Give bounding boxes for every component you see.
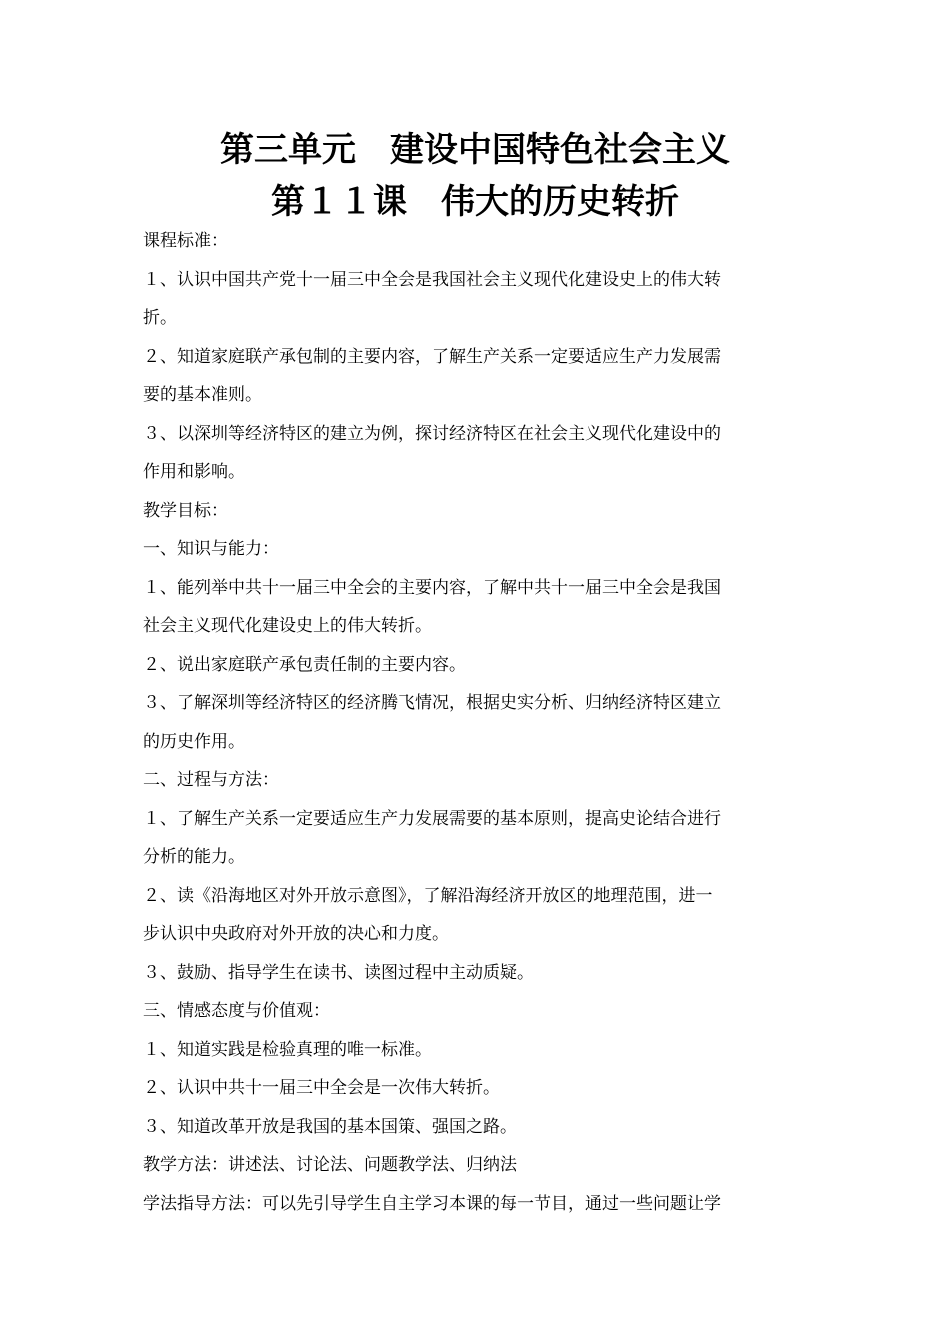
paragraph-line: 要的基本准则。 [143, 385, 262, 405]
subsection-heading-knowledge: 一、知识与能力： [143, 539, 279, 559]
unit-title: 第三单元 建设中国特色社会主义 [220, 130, 730, 170]
study-guidance-line: 学法指导方法：可以先引导学生自主学习本课的每一节目，通过一些问题让学 [143, 1193, 721, 1214]
paragraph-line: 折。 [143, 308, 177, 328]
paragraph-line: ３、以深圳等经济特区的建立为例，探讨经济特区在社会主义现代化建设中的 [143, 423, 721, 444]
paragraph-line: １、认识中国共产党十一届三中全会是我国社会主义现代化建设史上的伟大转 [143, 269, 721, 290]
subsection-heading-process: 二、过程与方法： [143, 770, 279, 790]
paragraph-line: 步认识中央政府对外开放的决心和力度。 [143, 924, 449, 944]
section-heading-teaching-goals: 教学目标： [143, 500, 228, 521]
paragraph-line: ３、了解深圳等经济特区的经济腾飞情况，根据史实分析、归纳经济特区建立 [143, 693, 721, 713]
paragraph-line: １、知道实践是检验真理的唯一标准。 [143, 1039, 432, 1060]
teaching-methods-line: 教学方法：讲述法、讨论法、问题教学法、归纳法 [143, 1155, 517, 1175]
document-body [143, 222, 808, 1223]
paragraph-line: 的历史作用。 [143, 731, 245, 752]
paragraph-line: ３、鼓励、指导学生在读书、读图过程中主动质疑。 [143, 962, 534, 983]
paragraph-line: ２、知道家庭联产承包制的主要内容，了解生产关系一定要适应生产力发展需 [143, 346, 721, 367]
lesson-title: 第１１课 伟大的历史转折 [271, 182, 679, 222]
paragraph-line: ２、说出家庭联产承包责任制的主要内容。 [143, 654, 466, 675]
section-heading-curriculum-standard: 课程标准： [143, 231, 228, 251]
paragraph-line: ２、认识中共十一届三中全会是一次伟大转折。 [143, 1078, 500, 1098]
paragraph-line: １、了解生产关系一定要适应生产力发展需要的基本原则，提高史论结合进行 [143, 808, 721, 829]
paragraph-line: ３、知道改革开放是我国的基本国策、强国之路。 [143, 1116, 517, 1137]
paragraph-line: １、能列举中共十一届三中全会的主要内容，了解中共十一届三中全会是我国 [143, 577, 721, 598]
paragraph-line: ２、读《沿海地区对外开放示意图》，了解沿海经济开放区的地理范围，进一 [143, 885, 713, 906]
subsection-heading-values: 三、情感态度与价值观： [143, 1001, 330, 1021]
paragraph-line: 作用和影响。 [143, 462, 245, 482]
paragraph-line: 社会主义现代化建设史上的伟大转折。 [143, 616, 432, 636]
paragraph-line: 分析的能力。 [143, 847, 245, 867]
